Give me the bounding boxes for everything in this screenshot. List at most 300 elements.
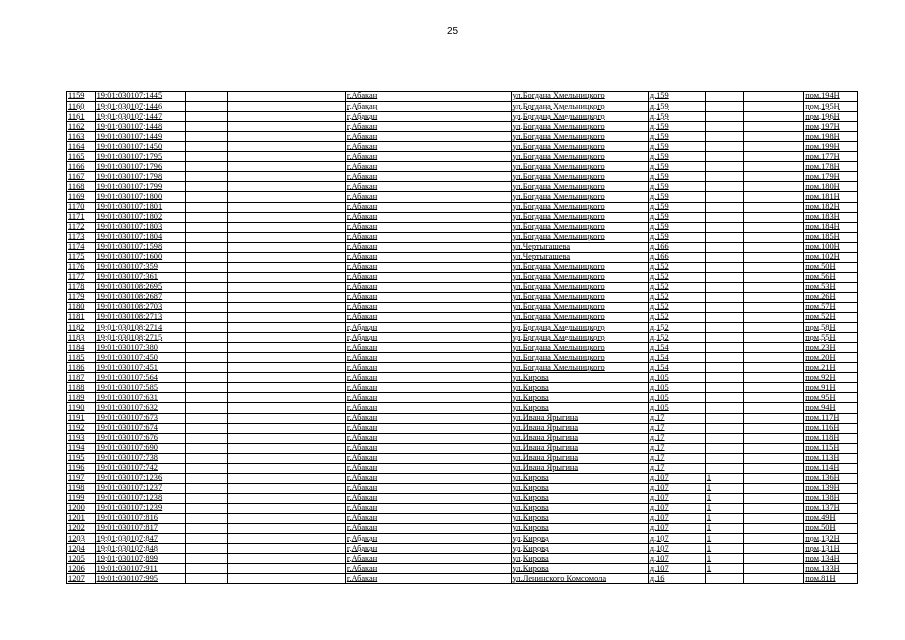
cadastral-number-cell: 19:01:030107:1237 [95, 483, 185, 493]
city-cell: г.Абакан [345, 513, 511, 523]
empty-cell [228, 554, 346, 564]
empty-cell [185, 433, 227, 443]
premises-cell: пом.52Н [804, 313, 858, 323]
table-row [67, 232, 858, 242]
empty-cell [185, 503, 227, 513]
building-cell [705, 423, 743, 433]
house-number-cell: д.152 [648, 272, 705, 282]
empty-cell [743, 524, 804, 534]
house-number-cell: д.17 [648, 423, 705, 433]
street-cell: ул.Кирова [511, 564, 648, 574]
building-cell: 1 [705, 503, 743, 513]
premises-cell: пом.21Н [804, 363, 858, 373]
table-row [67, 564, 858, 574]
cadastral-number-cell: 19:01:030107:676 [95, 433, 185, 443]
empty-cell [743, 363, 804, 373]
empty-cell [228, 403, 346, 413]
row-number-cell: 1160 [67, 102, 96, 112]
row-number-cell: 1199 [67, 493, 96, 503]
street-cell: ул.Чертыгашева [511, 252, 648, 262]
empty-cell [743, 242, 804, 252]
building-cell [705, 112, 743, 122]
empty-cell [185, 393, 227, 403]
empty-cell [743, 172, 804, 182]
cadastral-number-cell: 19:01:030107:738 [95, 453, 185, 463]
empty-cell [743, 513, 804, 523]
empty-cell [185, 363, 227, 373]
cadastral-number-cell: 19:01:030108:2713 [95, 313, 185, 323]
building-cell [705, 343, 743, 353]
building-cell [705, 574, 743, 584]
row-number-cell: 1176 [67, 262, 96, 272]
row-number-cell: 1183 [67, 333, 96, 343]
row-number-cell: 1194 [67, 443, 96, 453]
empty-cell [228, 92, 346, 102]
city-cell: г.Абакан [345, 483, 511, 493]
house-number-cell: д.105 [648, 403, 705, 413]
city-cell: г.Абакан [345, 212, 511, 222]
premises-cell: пом.183Н [804, 212, 858, 222]
building-cell [705, 453, 743, 463]
empty-cell [743, 212, 804, 222]
empty-cell [743, 423, 804, 433]
premises-cell: пом.49Н [804, 513, 858, 523]
street-cell: ул.Чертыгашева [511, 242, 648, 252]
row-number-cell: 1164 [67, 142, 96, 152]
row-number-cell: 1206 [67, 564, 96, 574]
city-cell: г.Абакан [345, 142, 511, 152]
table-row [67, 262, 858, 272]
cadastral-number-cell: 19:01:030107:742 [95, 463, 185, 473]
street-cell: ул.Кирова [511, 544, 648, 554]
row-number-cell: 1203 [67, 534, 96, 544]
building-cell [705, 302, 743, 312]
house-number-cell: д.152 [648, 302, 705, 312]
street-cell: ул.Ивана Ярыгина [511, 413, 648, 423]
house-number-cell: д.152 [648, 333, 705, 343]
empty-cell [228, 373, 346, 383]
street-cell: ул.Богдана Хмельницкого [511, 343, 648, 353]
empty-cell [743, 192, 804, 202]
premises-cell: пом.178Н [804, 162, 858, 172]
row-number-cell: 1192 [67, 423, 96, 433]
row-number-cell: 1166 [67, 162, 96, 172]
empty-cell [743, 182, 804, 192]
premises-cell: пом.55Н [804, 333, 858, 343]
city-cell: г.Абакан [345, 453, 511, 463]
row-number-cell: 1184 [67, 343, 96, 353]
empty-cell [743, 564, 804, 574]
empty-cell [228, 483, 346, 493]
row-number-cell: 1169 [67, 192, 96, 202]
cadastral-number-cell: 19:01:030107:359 [95, 262, 185, 272]
premises-cell: пом.197Н [804, 122, 858, 132]
empty-cell [743, 202, 804, 212]
row-number-cell: 1175 [67, 252, 96, 262]
building-cell [705, 373, 743, 383]
cadastral-number-cell: 19:01:030107:1799 [95, 182, 185, 192]
empty-cell [185, 102, 227, 112]
building-cell: 1 [705, 534, 743, 544]
page-number: 25 [446, 26, 459, 37]
city-cell: г.Абакан [345, 363, 511, 373]
row-number-cell: 1182 [67, 323, 96, 333]
table-row [67, 544, 858, 554]
building-cell [705, 102, 743, 112]
building-cell: 1 [705, 493, 743, 503]
building-cell [705, 182, 743, 192]
street-cell: ул.Богдана Хмельницкого [511, 262, 648, 272]
empty-cell [228, 313, 346, 323]
empty-cell [743, 333, 804, 343]
street-cell: ул.Кирова [511, 493, 648, 503]
house-number-cell: д.107 [648, 483, 705, 493]
table-row [67, 132, 858, 142]
city-cell: г.Абакан [345, 232, 511, 242]
building-cell [705, 363, 743, 373]
city-cell: г.Абакан [345, 102, 511, 112]
table-row [67, 373, 858, 383]
premises-cell: пом.102Н [804, 252, 858, 262]
cadastral-number-cell: 19:01:030107:1796 [95, 162, 185, 172]
city-cell: г.Абакан [345, 92, 511, 102]
empty-cell [228, 172, 346, 182]
empty-cell [743, 403, 804, 413]
table-row [67, 302, 858, 312]
table-row [67, 102, 858, 112]
empty-cell [185, 524, 227, 534]
table-row [67, 463, 858, 473]
table-row [67, 172, 858, 182]
row-number-cell: 1204 [67, 544, 96, 554]
table-row [67, 403, 858, 413]
empty-cell [228, 302, 346, 312]
empty-cell [228, 162, 346, 172]
table-row [67, 333, 858, 343]
cadastral-number-cell: 19:01:030107:450 [95, 353, 185, 363]
city-cell: г.Абакан [345, 493, 511, 503]
empty-cell [743, 92, 804, 102]
cadastral-number-cell: 19:01:030107:1795 [95, 152, 185, 162]
house-number-cell: д.107 [648, 493, 705, 503]
empty-cell [743, 142, 804, 152]
empty-cell [228, 574, 346, 584]
street-cell: ул.Богдана Хмельницкого [511, 292, 648, 302]
city-cell: г.Абакан [345, 122, 511, 132]
empty-cell [185, 232, 227, 242]
cadastral-number-cell: 19:01:030107:1448 [95, 122, 185, 132]
empty-cell [743, 433, 804, 443]
cadastral-number-cell: 19:01:030108:2714 [95, 323, 185, 333]
building-cell [705, 433, 743, 443]
premises-cell: пом.139Н [804, 483, 858, 493]
building-cell [705, 122, 743, 132]
empty-cell [743, 102, 804, 112]
cadastral-number-cell: 19:01:030107:564 [95, 373, 185, 383]
building-cell: 1 [705, 513, 743, 523]
street-cell: ул.Богдана Хмельницкого [511, 162, 648, 172]
empty-cell [743, 353, 804, 363]
table-row [67, 493, 858, 503]
street-cell: ул.Кирова [511, 524, 648, 534]
building-cell [705, 172, 743, 182]
row-number-cell: 1168 [67, 182, 96, 192]
city-cell: г.Абакан [345, 393, 511, 403]
cadastral-number-cell: 19:01:030107:631 [95, 393, 185, 403]
empty-cell [228, 503, 346, 513]
city-cell: г.Абакан [345, 403, 511, 413]
house-number-cell: д.107 [648, 544, 705, 554]
empty-cell [228, 222, 346, 232]
cadastral-number-cell: 19:01:030107:1804 [95, 232, 185, 242]
street-cell: ул.Богдана Хмельницкого [511, 212, 648, 222]
city-cell: г.Абакан [345, 112, 511, 122]
cadastral-number-cell: 19:01:030107:1598 [95, 242, 185, 252]
row-number-cell: 1186 [67, 363, 96, 373]
table-body [67, 92, 858, 584]
city-cell: г.Абакан [345, 222, 511, 232]
row-number-cell: 1165 [67, 152, 96, 162]
street-cell: ул.Кирова [511, 483, 648, 493]
table-row [67, 212, 858, 222]
city-cell: г.Абакан [345, 433, 511, 443]
empty-cell [228, 413, 346, 423]
empty-cell [185, 152, 227, 162]
street-cell: ул.Богдана Хмельницкого [511, 192, 648, 202]
street-cell: ул.Богдана Хмельницкого [511, 353, 648, 363]
empty-cell [185, 353, 227, 363]
empty-cell [228, 292, 346, 302]
table-row [67, 242, 858, 252]
building-cell [705, 403, 743, 413]
table-row [67, 574, 858, 584]
cadastral-number-cell: 19:01:030108:2703 [95, 302, 185, 312]
building-cell [705, 292, 743, 302]
empty-cell [185, 323, 227, 333]
building-cell [705, 162, 743, 172]
empty-cell [743, 503, 804, 513]
street-cell: ул.Богдана Хмельницкого [511, 232, 648, 242]
row-number-cell: 1188 [67, 383, 96, 393]
empty-cell [228, 192, 346, 202]
premises-cell: пом.196Н [804, 112, 858, 122]
city-cell: г.Абакан [345, 423, 511, 433]
house-number-cell: д.17 [648, 443, 705, 453]
cadastral-number-cell: 19:01:030107:1445 [95, 92, 185, 102]
city-cell: г.Абакан [345, 383, 511, 393]
empty-cell [185, 252, 227, 262]
table-row [67, 272, 858, 282]
city-cell: г.Абакан [345, 333, 511, 343]
building-cell [705, 393, 743, 403]
row-number-cell: 1197 [67, 473, 96, 483]
street-cell: ул.Богдана Хмельницкого [511, 202, 648, 212]
table-row [67, 122, 858, 132]
table-row [67, 323, 858, 333]
city-cell: г.Абакан [345, 162, 511, 172]
city-cell: г.Абакан [345, 172, 511, 182]
city-cell: г.Абакан [345, 554, 511, 564]
house-number-cell: д.166 [648, 252, 705, 262]
table-row [67, 182, 858, 192]
city-cell: г.Абакан [345, 192, 511, 202]
empty-cell [185, 202, 227, 212]
row-number-cell: 1207 [67, 574, 96, 584]
empty-cell [185, 162, 227, 172]
cadastral-number-cell: 19:01:030107:1798 [95, 172, 185, 182]
row-number-cell: 1159 [67, 92, 96, 102]
street-cell: ул.Ленинского Комсомола [511, 574, 648, 584]
empty-cell [185, 192, 227, 202]
empty-cell [185, 473, 227, 483]
row-number-cell: 1185 [67, 353, 96, 363]
premises-cell: пом.53Н [804, 282, 858, 292]
building-cell [705, 242, 743, 252]
empty-cell [743, 544, 804, 554]
city-cell: г.Абакан [345, 524, 511, 534]
city-cell: г.Абакан [345, 132, 511, 142]
empty-cell [185, 443, 227, 453]
house-number-cell: д.159 [648, 192, 705, 202]
house-number-cell: д.154 [648, 363, 705, 373]
table-row [67, 292, 858, 302]
empty-cell [228, 132, 346, 142]
building-cell [705, 192, 743, 202]
city-cell: г.Абакан [345, 463, 511, 473]
cadastral-number-cell: 19:01:030107:632 [95, 403, 185, 413]
empty-cell [185, 262, 227, 272]
city-cell: г.Абакан [345, 353, 511, 363]
street-cell: ул.Богдана Хмельницкого [511, 92, 648, 102]
street-cell: ул.Богдана Хмельницкого [511, 142, 648, 152]
empty-cell [228, 242, 346, 252]
row-number-cell: 1181 [67, 313, 96, 323]
city-cell: г.Абакан [345, 272, 511, 282]
city-cell: г.Абакан [345, 564, 511, 574]
building-cell: 1 [705, 473, 743, 483]
house-number-cell: д.105 [648, 373, 705, 383]
empty-cell [185, 513, 227, 523]
premises-cell: пом.23Н [804, 343, 858, 353]
empty-cell [743, 122, 804, 132]
cadastral-number-cell: 19:01:030107:848 [95, 544, 185, 554]
street-cell: ул.Богдана Хмельницкого [511, 222, 648, 232]
empty-cell [743, 272, 804, 282]
building-cell [705, 152, 743, 162]
row-number-cell: 1161 [67, 112, 96, 122]
building-cell [705, 132, 743, 142]
street-cell: ул.Богдана Хмельницкого [511, 102, 648, 112]
street-cell: ул.Кирова [511, 403, 648, 413]
empty-cell [185, 493, 227, 503]
cadastral-number-cell: 19:01:030107:911 [95, 564, 185, 574]
row-number-cell: 1196 [67, 463, 96, 473]
empty-cell [228, 433, 346, 443]
empty-cell [185, 453, 227, 463]
empty-cell [743, 252, 804, 262]
building-cell [705, 413, 743, 423]
empty-cell [228, 363, 346, 373]
cadastral-number-cell: 19:01:030107:847 [95, 534, 185, 544]
street-cell: ул.Ивана Ярыгина [511, 453, 648, 463]
empty-cell [228, 473, 346, 483]
empty-cell [228, 423, 346, 433]
empty-cell [185, 483, 227, 493]
premises-cell: пом.182Н [804, 202, 858, 212]
row-number-cell: 1180 [67, 302, 96, 312]
row-number-cell: 1174 [67, 242, 96, 252]
empty-cell [743, 473, 804, 483]
table-row [67, 513, 858, 523]
house-number-cell: д.159 [648, 172, 705, 182]
premises-cell: пом.118Н [804, 433, 858, 443]
table-row [67, 142, 858, 152]
row-number-cell: 1171 [67, 212, 96, 222]
city-cell: г.Абакан [345, 182, 511, 192]
city-cell: г.Абакан [345, 343, 511, 353]
empty-cell [185, 333, 227, 343]
empty-cell [185, 534, 227, 544]
row-number-cell: 1173 [67, 232, 96, 242]
building-cell [705, 222, 743, 232]
street-cell: ул.Ивана Ярыгина [511, 433, 648, 443]
empty-cell [185, 574, 227, 584]
empty-cell [228, 282, 346, 292]
building-cell [705, 443, 743, 453]
empty-cell [228, 202, 346, 212]
street-cell: ул.Кирова [511, 373, 648, 383]
street-cell: ул.Кирова [511, 554, 648, 564]
street-cell: ул.Ивана Ярыгина [511, 463, 648, 473]
street-cell: ул.Кирова [511, 473, 648, 483]
empty-cell [228, 493, 346, 503]
empty-cell [743, 112, 804, 122]
house-number-cell: д.107 [648, 513, 705, 523]
empty-cell [185, 383, 227, 393]
empty-cell [228, 544, 346, 554]
empty-cell [228, 463, 346, 473]
empty-cell [743, 574, 804, 584]
building-cell: 1 [705, 524, 743, 534]
empty-cell [228, 443, 346, 453]
empty-cell [228, 453, 346, 463]
row-number-cell: 1191 [67, 413, 96, 423]
cadastral-number-cell: 19:01:030107:995 [95, 574, 185, 584]
premises-cell: пом.115Н [804, 443, 858, 453]
street-cell: ул.Богдана Хмельницкого [511, 172, 648, 182]
premises-cell: пом.133Н [804, 564, 858, 574]
table-row [67, 453, 858, 463]
city-cell: г.Абакан [345, 574, 511, 584]
empty-cell [185, 292, 227, 302]
building-cell [705, 212, 743, 222]
premises-cell: пом.117Н [804, 413, 858, 423]
cadastral-number-cell: 19:01:030107:817 [95, 524, 185, 534]
cadastral-number-cell: 19:01:030107:361 [95, 272, 185, 282]
table-row [67, 503, 858, 513]
premises-cell: пом.132Н [804, 534, 858, 544]
city-cell: г.Абакан [345, 323, 511, 333]
building-cell: 1 [705, 483, 743, 493]
premises-cell: пом.56Н [804, 272, 858, 282]
street-cell: ул.Кирова [511, 534, 648, 544]
street-cell: ул.Богдана Хмельницкого [511, 182, 648, 192]
empty-cell [185, 142, 227, 152]
house-number-cell: д.17 [648, 453, 705, 463]
premises-cell: пом.136Н [804, 473, 858, 483]
street-cell: ул.Богдана Хмельницкого [511, 112, 648, 122]
row-number-cell: 1189 [67, 393, 96, 403]
